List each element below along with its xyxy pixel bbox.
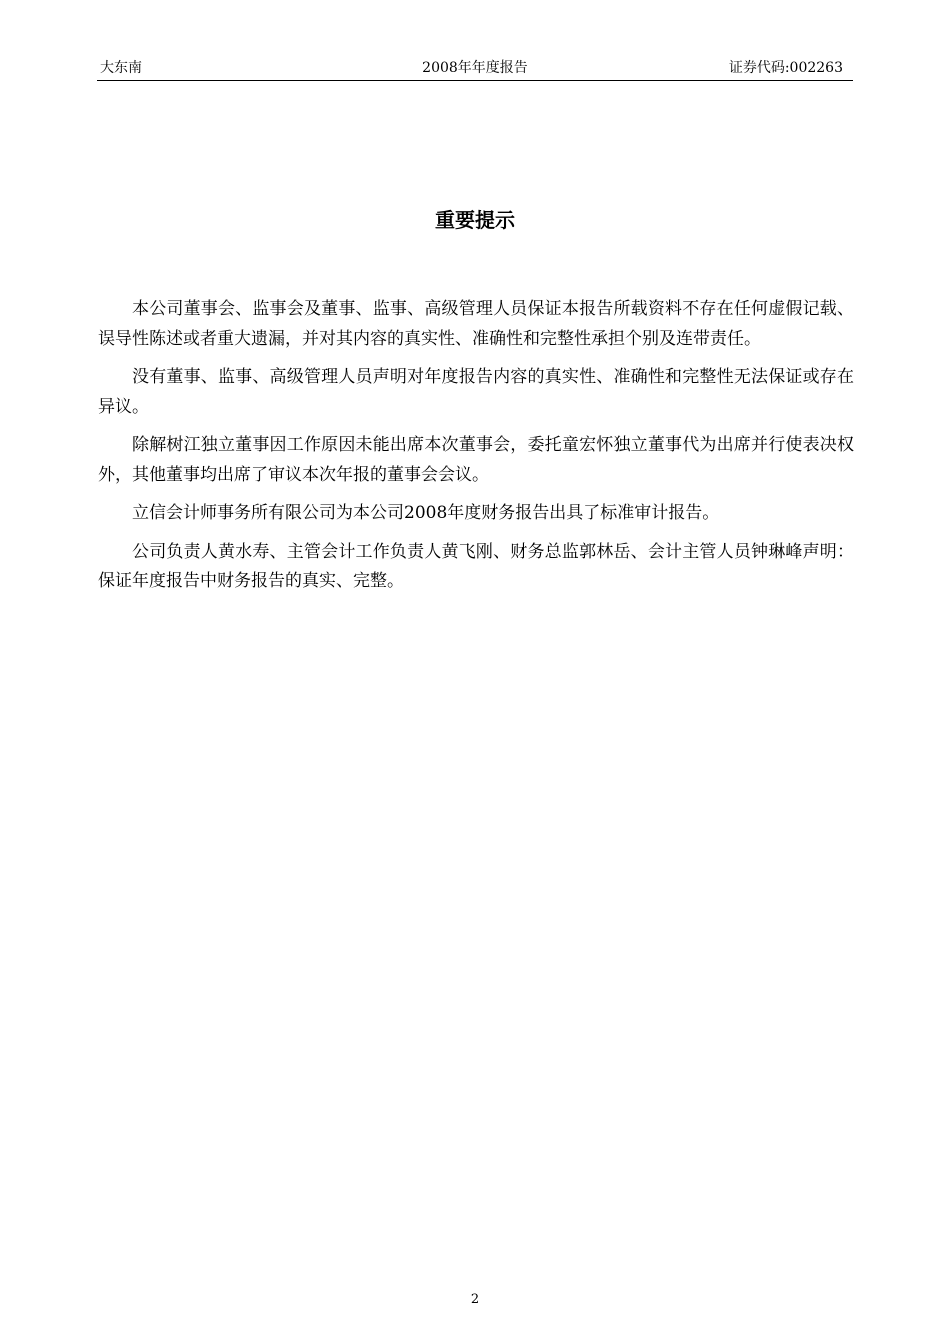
paragraph-statement: 公司负责人黄水寿、主管会计工作负责人黄飞刚、财务总监郭林岳、会计主管人员钟琳峰声明：保证年度报告中财务报告的真实、完整。 [98,541,854,591]
page-header [97,58,853,81]
paragraph-responsibility: 本公司董事会、监事会及董事、监事、高级管理人员保证本报告所载资料不存在任何虚假记载、误导性陈述或者重大遗漏，并对其内容的真实性、准确性和完整性承担个别及连带责任。 [98,299,854,349]
paragraph-auditor: 立信会计师事务所有限公司为本公司2008年度财务报告出具了标准审计报告。 [132,503,720,523]
notice-body [98,295,854,606]
paragraph-attendance: 除解树江独立董事因工作原因未能出席本次董事会，委托童宏怀独立董事代为出席并行使表决权外，其他董事均出席了审议本次年报的董事会会议。 [98,435,854,485]
header-report-title: 2008年年度报告 [422,60,528,76]
paragraph-no-objection: 没有董事、监事、高级管理人员声明对年度报告内容的真实性、准确性和完整性无法保证或存在异议。 [98,367,854,417]
page-number: 2 [470,1292,480,1307]
header-company: 大东南 [100,60,142,76]
header-stock-code: 证券代码:002263 [728,60,843,76]
page-title: 重要提示 [435,208,515,232]
